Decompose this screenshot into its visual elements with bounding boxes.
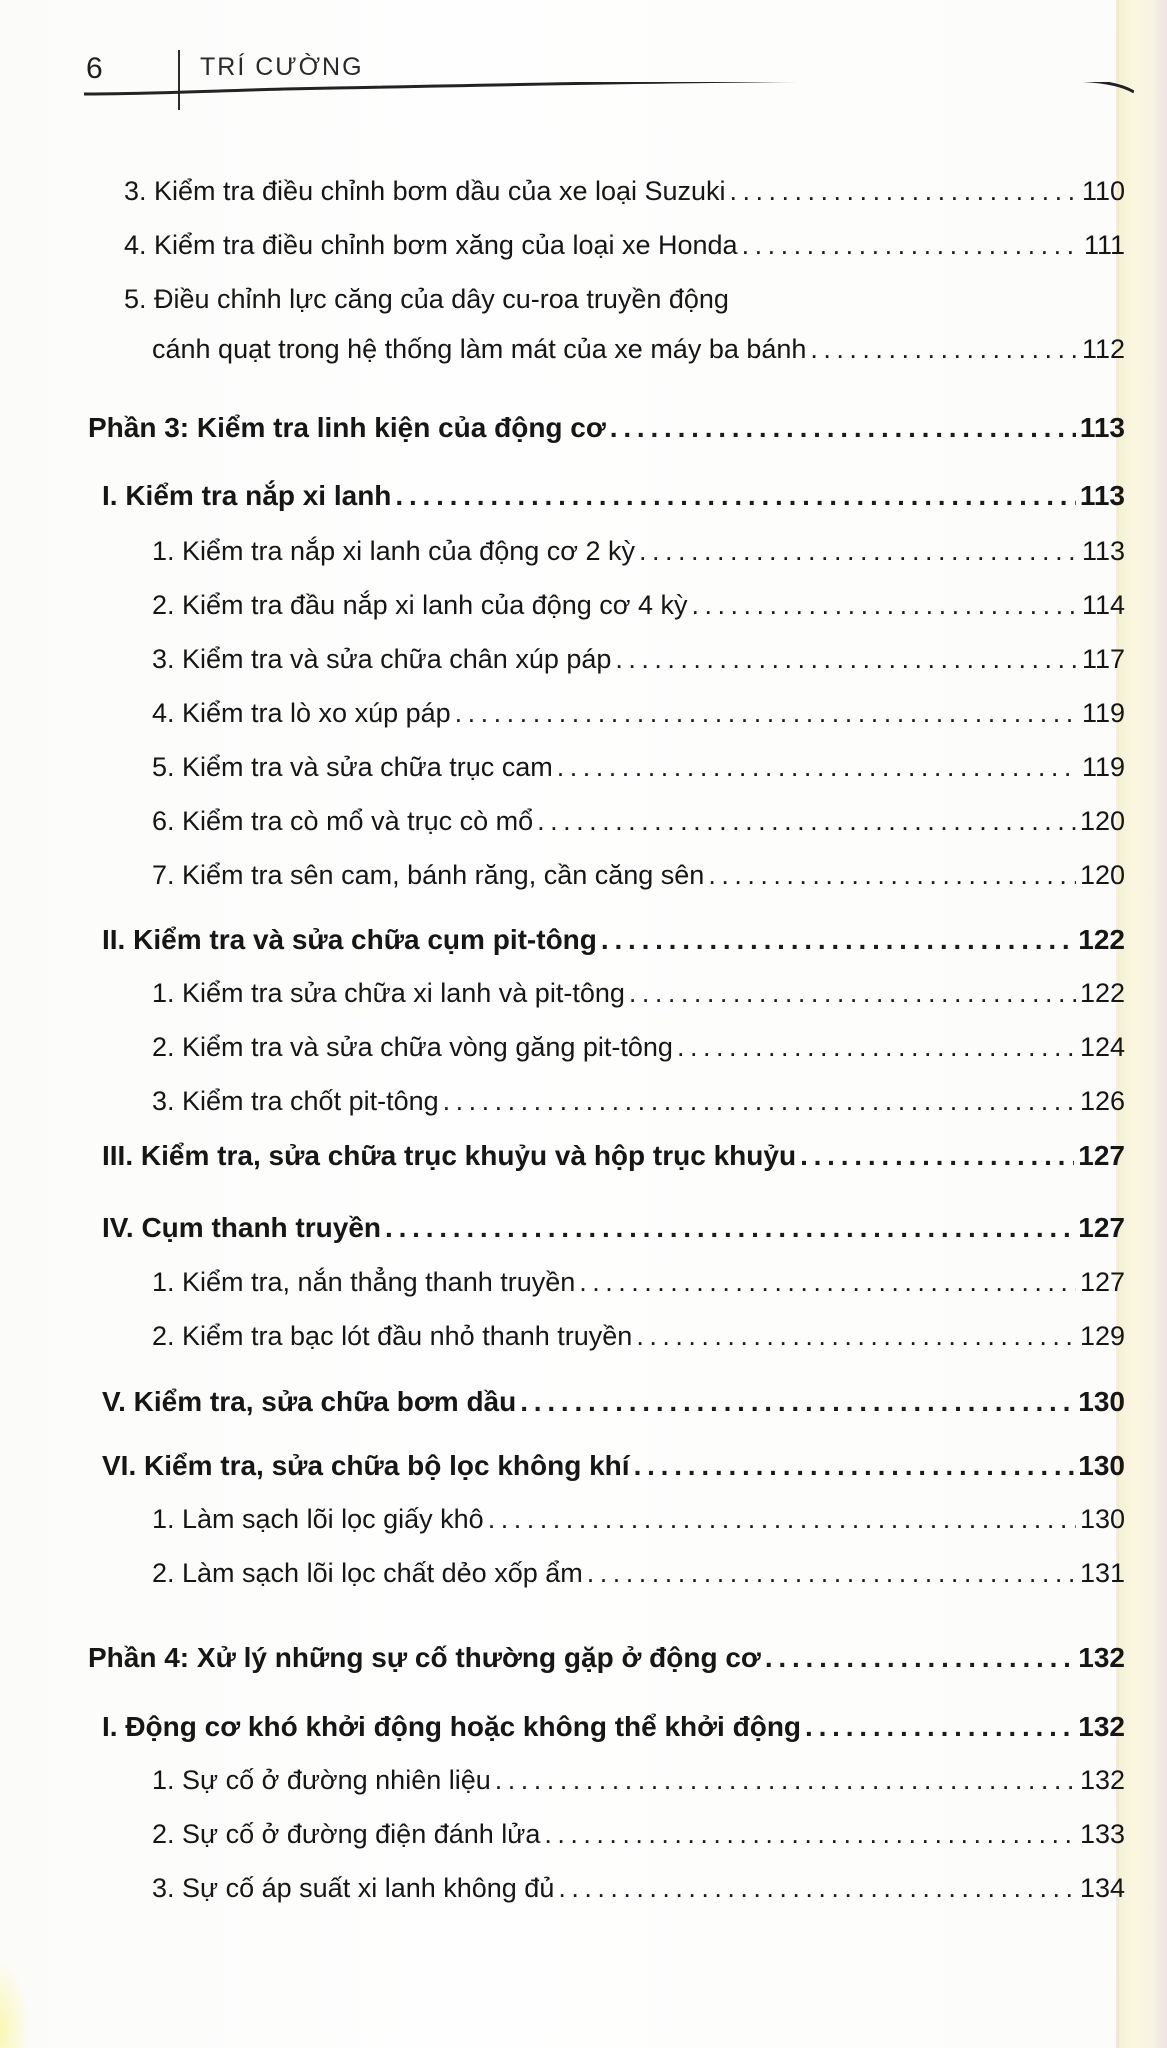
running-header xyxy=(0,0,1167,120)
dot-leader xyxy=(587,1558,1076,1589)
toc-section-page: 132 xyxy=(1078,1711,1125,1742)
page-fold-shadow xyxy=(1118,0,1167,2048)
toc-entry[interactable] xyxy=(152,1032,1125,1076)
toc-entry-title: 2. Kiểm tra bạc lót đầu nhỏ thanh truyền xyxy=(152,1321,633,1351)
toc-entry[interactable] xyxy=(152,1873,1125,1917)
toc-part-page: 113 xyxy=(1079,412,1125,443)
toc-entry[interactable] xyxy=(152,536,1125,580)
toc-section-title: I. Kiểm tra nắp xi lanh xyxy=(102,480,392,511)
toc-section[interactable] xyxy=(102,1386,1125,1430)
toc-section-title: V. Kiểm tra, sửa chữa bơm dầu xyxy=(102,1386,517,1417)
toc-entry-page: 119 xyxy=(1081,752,1125,782)
dot-leader xyxy=(765,1642,1074,1674)
dot-leader xyxy=(634,1450,1075,1482)
toc-part-page: 132 xyxy=(1078,1642,1125,1673)
toc-entry-title: 2. Sự cố ở đường điện đánh lửa xyxy=(152,1819,541,1849)
dot-leader xyxy=(557,752,1078,783)
toc-entry-page: 111 xyxy=(1083,230,1125,260)
toc-section[interactable] xyxy=(102,480,1125,524)
toc-entry[interactable] xyxy=(152,590,1125,634)
dot-leader xyxy=(455,698,1078,729)
toc-entry-title: 4. Kiểm tra điều chỉnh bơm xăng của loại xe Honda xyxy=(124,230,738,260)
toc-entry-page: 134 xyxy=(1079,1873,1125,1903)
toc-section[interactable] xyxy=(102,924,1125,968)
toc-part[interactable] xyxy=(88,412,1125,456)
toc-entry-page: 113 xyxy=(1081,536,1125,566)
toc-section-title: VI. Kiểm tra, sửa chữa bộ lọc không khí xyxy=(102,1450,630,1481)
dot-leader xyxy=(385,1212,1074,1244)
dot-leader xyxy=(800,1140,1074,1172)
toc-entry[interactable] xyxy=(152,1267,1125,1311)
toc-entry[interactable] xyxy=(152,1504,1125,1548)
toc-entry-title: 1. Làm sạch lõi lọc giấy khô xyxy=(152,1504,484,1534)
toc-section-title: I. Động cơ khó khởi động hoặc không thể khởi động xyxy=(102,1711,802,1742)
dot-leader xyxy=(579,1267,1076,1298)
dot-leader xyxy=(601,924,1074,956)
toc-entry-title-line1[interactable]: 5. Điều chỉnh lực căng của dây cu-roa truyền động xyxy=(124,284,729,314)
toc-entry-page: 132 xyxy=(1079,1765,1125,1795)
toc-entry-page: 112 xyxy=(1081,334,1125,364)
dot-leader xyxy=(629,978,1076,1009)
toc-entry-title: 3. Kiểm tra chốt pit-tông xyxy=(152,1086,439,1116)
header-rule xyxy=(84,82,1134,122)
toc-entry-page: 126 xyxy=(1079,1086,1125,1116)
toc-entry-page: 114 xyxy=(1081,590,1125,620)
toc-entry[interactable] xyxy=(152,806,1125,850)
toc-entry-title: 6. Kiểm tra cò mổ và trục cò mổ xyxy=(152,806,534,836)
toc-entry[interactable] xyxy=(152,1558,1125,1602)
toc-entry-title: 1. Kiểm tra sửa chữa xi lanh và pit-tông xyxy=(152,978,625,1008)
dot-leader xyxy=(810,334,1078,365)
toc-entry-title: 5. Kiểm tra và sửa chữa trục cam xyxy=(152,752,553,782)
toc-entry-page: 133 xyxy=(1079,1819,1125,1849)
toc-entry[interactable] xyxy=(152,1086,1125,1130)
toc-entry-title: 3. Kiểm tra và sửa chữa chân xúp páp xyxy=(152,644,612,674)
dot-leader xyxy=(610,412,1076,444)
dot-leader xyxy=(395,480,1075,512)
toc-entry[interactable] xyxy=(152,1819,1125,1863)
toc-entry-title: 1. Kiểm tra nắp xi lanh của động cơ 2 kỳ xyxy=(152,536,635,566)
toc-entry-page: 110 xyxy=(1081,176,1125,206)
dot-leader xyxy=(443,1086,1076,1117)
toc-section-title: IV. Cụm thanh truyền xyxy=(102,1212,382,1243)
toc-entry[interactable] xyxy=(152,698,1125,742)
dot-leader xyxy=(730,176,1078,207)
toc-section-page: 130 xyxy=(1078,1386,1125,1417)
dot-leader xyxy=(537,806,1076,837)
toc-entry-title: 3. Kiểm tra điều chỉnh bơm dầu của xe loại Suzuki xyxy=(124,176,726,206)
toc-section-title: II. Kiểm tra và sửa chữa cụm pit-tông xyxy=(102,924,597,955)
toc-entry[interactable] xyxy=(152,752,1125,796)
dot-leader xyxy=(615,644,1078,675)
toc-section[interactable] xyxy=(102,1711,1125,1755)
toc-section[interactable] xyxy=(102,1450,1125,1494)
paper-tint xyxy=(0,1960,30,2048)
toc-entry-title: 1. Kiểm tra, nắn thẳng thanh truyền xyxy=(152,1267,576,1297)
dot-leader xyxy=(636,1321,1076,1352)
toc-entry-page: 124 xyxy=(1079,1032,1125,1062)
dot-leader xyxy=(677,1032,1076,1063)
toc-part-title: Phần 4: Xử lý những sự cố thường gặp ở động cơ xyxy=(88,1642,761,1673)
toc-entry-page: 117 xyxy=(1081,644,1125,674)
dot-leader xyxy=(708,860,1076,891)
toc-part[interactable] xyxy=(88,1642,1125,1686)
dot-leader xyxy=(544,1819,1076,1850)
dot-leader xyxy=(805,1711,1074,1743)
toc-entry[interactable] xyxy=(124,176,1125,220)
toc-entry[interactable] xyxy=(124,230,1125,274)
toc-part-title: Phần 3: Kiểm tra linh kiện của động cơ xyxy=(88,412,606,443)
toc-entry-title: 2. Kiểm tra và sửa chữa vòng găng pit-tông xyxy=(152,1032,673,1062)
toc-entry[interactable] xyxy=(152,978,1125,1022)
toc-entry-title: 2. Làm sạch lõi lọc chất dẻo xốp ẩm xyxy=(152,1558,583,1588)
toc-section[interactable] xyxy=(102,1140,1125,1184)
toc-section-title: III. Kiểm tra, sửa chữa trục khuỷu và hộp trục khuỷu xyxy=(102,1140,797,1171)
toc-entry[interactable] xyxy=(152,1321,1125,1365)
toc-entry-title: 2. Kiểm tra đầu nắp xi lanh của động cơ 4 kỳ xyxy=(152,590,688,620)
dot-leader xyxy=(742,230,1080,261)
toc-section-page: 127 xyxy=(1078,1212,1125,1243)
running-head-author: TRÍ CƯỜNG xyxy=(200,53,364,81)
toc-entry[interactable] xyxy=(152,334,1125,378)
toc-entry-page: 120 xyxy=(1079,806,1125,836)
toc-section-page: 130 xyxy=(1078,1450,1125,1481)
dot-leader xyxy=(639,536,1078,567)
toc-entry[interactable] xyxy=(152,1765,1125,1809)
dot-leader xyxy=(495,1765,1076,1796)
toc-section-page: 122 xyxy=(1078,924,1125,955)
toc-section-page: 113 xyxy=(1079,480,1125,511)
toc-entry-page: 122 xyxy=(1079,978,1125,1008)
toc-entry-title: 1. Sự cố ở đường nhiên liệu xyxy=(152,1765,491,1795)
toc-entry-page: 119 xyxy=(1081,698,1125,728)
toc-entry[interactable] xyxy=(152,644,1125,688)
toc-entry-title: 3. Sự cố áp suất xi lanh không đủ xyxy=(152,1873,555,1903)
toc-entry-title: 7. Kiểm tra sên cam, bánh răng, cần căng sên xyxy=(152,860,705,890)
toc-entry-title: 4. Kiểm tra lò xo xúp páp xyxy=(152,698,451,728)
dot-leader xyxy=(520,1386,1074,1418)
toc-entry-page: 120 xyxy=(1079,860,1125,890)
toc-entry-title: cánh quạt trong hệ thống làm mát của xe máy ba bánh xyxy=(152,334,807,364)
toc-entry-page: 127 xyxy=(1079,1267,1125,1297)
dot-leader xyxy=(488,1504,1076,1535)
dot-leader xyxy=(692,590,1078,621)
dot-leader xyxy=(558,1873,1076,1904)
toc-entry[interactable] xyxy=(152,860,1125,904)
toc-section-page: 127 xyxy=(1078,1140,1125,1171)
toc-section[interactable] xyxy=(102,1212,1125,1256)
toc-entry-page: 130 xyxy=(1079,1504,1125,1534)
toc-entry-page: 131 xyxy=(1079,1558,1125,1588)
page-number: 6 xyxy=(86,52,103,85)
toc-entry-page: 129 xyxy=(1079,1321,1125,1351)
